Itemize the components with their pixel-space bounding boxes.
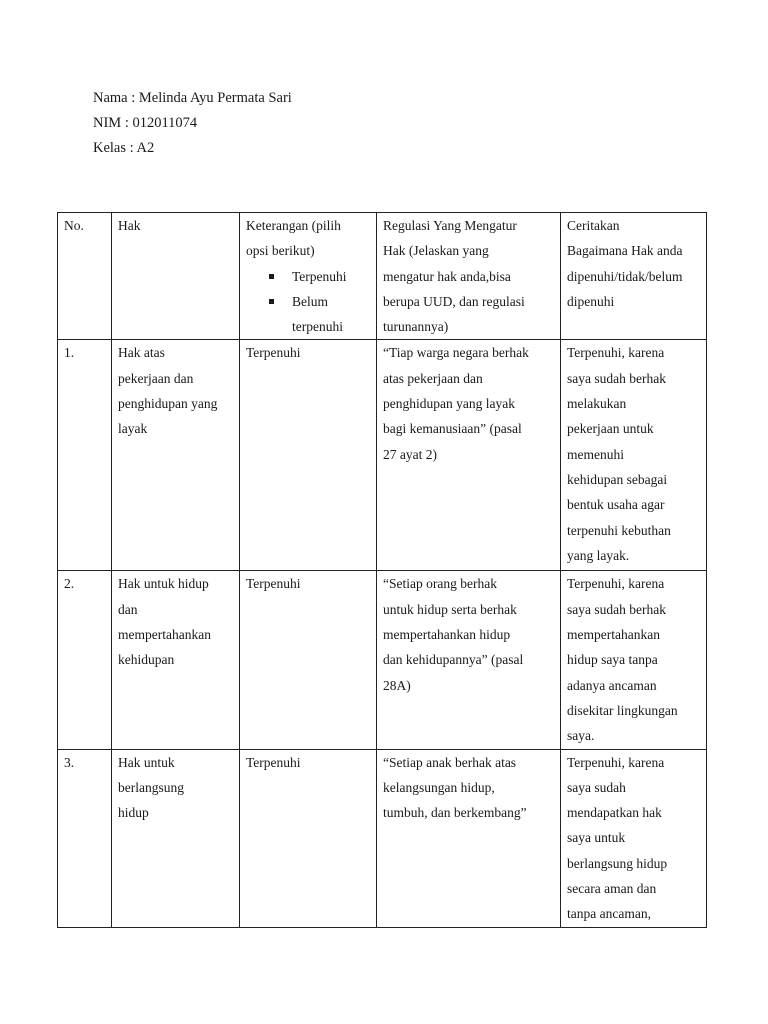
row-keterangan: Terpenuhi [240, 340, 377, 571]
table-row [58, 749, 707, 927]
table-header-row [58, 213, 707, 340]
header-hak: Hak [112, 213, 240, 340]
row-regulasi: “Setiap anak berhak atas kelangsungan hidup, tumbuh, dan berkembang” [377, 749, 561, 927]
row-regulasi: “Setiap orang berhak untuk hidup serta berhak mempertahankan hidup dan kehidupannya” (pasal 28A) [377, 571, 561, 749]
student-name: Nama : Melinda Ayu Permata Sari [93, 90, 292, 106]
row-keterangan: Terpenuhi [240, 749, 377, 927]
student-info [93, 86, 292, 161]
row-number: 1. [58, 340, 112, 571]
header-keterangan-line: opsi berikut) [246, 243, 315, 259]
list-item: Belum terpenuhi [269, 289, 370, 340]
student-nim: NIM : 012011074 [93, 115, 198, 131]
rights-table [57, 212, 707, 928]
row-cerita: Terpenuhi, karena saya sudah mendapatkan hak saya untuk berlangsung hidup secara aman dan tanpa ancaman, [561, 749, 707, 927]
header-keterangan [240, 213, 377, 340]
keterangan-options-list [246, 264, 370, 340]
header-regulasi: Regulasi Yang Mengatur Hak (Jelaskan yang mengatur hak anda,bisa berupa UUD, dan regulasi turunannya) [377, 213, 561, 340]
table-row [58, 571, 707, 749]
header-keterangan-line: Keterangan (pilih [246, 218, 341, 233]
table-row [58, 340, 707, 571]
list-item: Terpenuhi [269, 264, 370, 289]
row-hak: Hak atas pekerjaan dan penghidupan yang layak [112, 340, 240, 571]
row-cerita: Terpenuhi, karena saya sudah berhak melakukan pekerjaan untuk memenuhi kehidupan sebagai bentuk usaha agar terpenuhi kebuthan yang layak. [561, 340, 707, 571]
row-keterangan: Terpenuhi [240, 571, 377, 749]
header-ceritakan: Ceritakan Bagaimana Hak anda dipenuhi/tidak/belum dipenuhi [561, 213, 707, 340]
row-hak: Hak untuk hidup dan mempertahankan kehidupan [112, 571, 240, 749]
row-regulasi: “Tiap warga negara berhak atas pekerjaan dan penghidupan yang layak bagi kemanusiaan” (pasal 27 ayat 2) [377, 340, 561, 571]
header-no: No. [58, 213, 112, 340]
row-cerita: Terpenuhi, karena saya sudah berhak mempertahankan hidup saya tanpa adanya ancaman disekitar lingkungan saya. [561, 571, 707, 749]
square-bullet-icon [269, 274, 274, 279]
row-number: 3. [58, 749, 112, 927]
row-number: 2. [58, 571, 112, 749]
square-bullet-icon [269, 299, 274, 304]
student-class: Kelas : A2 [93, 140, 155, 156]
row-hak: Hak untuk berlangsung hidup [112, 749, 240, 927]
